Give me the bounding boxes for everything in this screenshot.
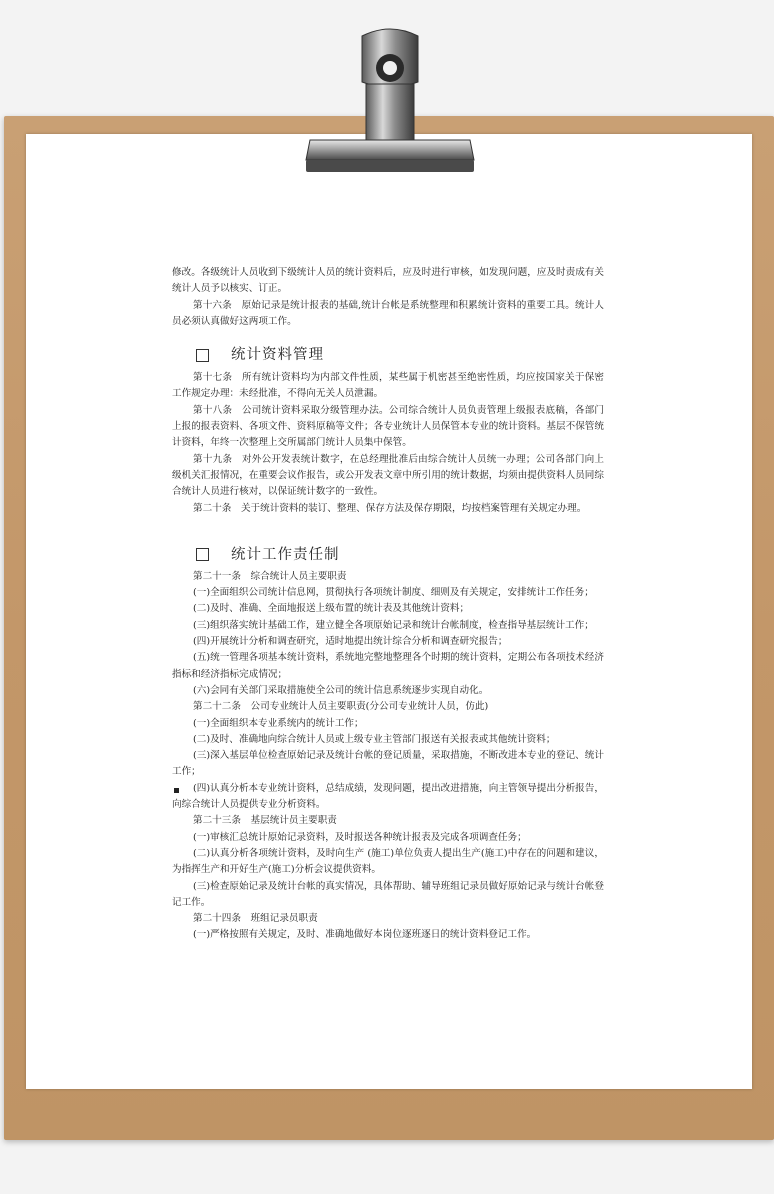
paragraph: 第二十条 关于统计资料的装订、整理、保存方法及保存期限，均按档案管理有关规定办理。: [193, 502, 587, 514]
paragraph: (三)深入基层单位检查原始记录及统计台帐的登记质量，采取措施，不断改进本专业的登记、统计工作；: [172, 750, 604, 778]
paragraph: 第十七条 所有统计资料均为内部文件性质，某些属于机密甚至绝密性质，均应按国家关于保密工作规定办理：未经批准，不得向无关人员泄漏。: [172, 372, 604, 400]
paragraph: (一)严格按照有关规定，及时、准确地做好本岗位逐班逐日的统计资料登记工作。: [193, 929, 537, 941]
paragraph: (三)检查原始记录及统计台帐的真实情况，具体帮助、辅导班组记录员做好原始记录与统计台帐登记工作。: [172, 880, 604, 908]
paragraph: (三)组织落实统计基础工作，建立健全各项原始记录和统计台帐制度，检查指导基层统计工作；: [193, 619, 594, 631]
paragraph: (二)及时、准确、全面地报送上级布置的统计表及其他统计资料；: [193, 603, 470, 615]
paragraph: (四)认真分析本专业统计资料，总结成绩，发现问题，提出改进措施，向主管领导提出分析报告，向综合统计人员提供专业分析资料。: [172, 782, 604, 811]
paragraph: (一)全面组织公司统计信息网，贯彻执行各项统计制度、细则及有关规定，安排统计工作任务；: [193, 587, 594, 599]
paragraph: (一)全面组织本专业系统内的统计工作；: [193, 717, 364, 729]
paragraph: 第十六条 原始记录是统计报表的基础,统计台帐是系统整理和积累统计资料的重要工具。统计人员必须认真做好这两项工作。: [172, 299, 604, 327]
paragraph: 第二十四条 班组记录员职责: [193, 913, 318, 925]
section-heading-text: 统计工作责任制: [231, 546, 340, 563]
paragraph: (四)开展统计分析和调查研究，适时地提出统计综合分析和调查研究报告；: [193, 636, 508, 648]
paragraph: (二)及时、准确地向综合统计人员或上级专业主管部门报送有关报表或其他统计资料；: [193, 733, 556, 745]
section-heading-text: 统计资料管理: [231, 347, 324, 364]
square-outline-icon: [196, 548, 209, 561]
paragraph: 第二十三条 基层统计员主要职责: [193, 815, 337, 827]
paragraph: 第二十一条 综合统计人员主要职责: [193, 570, 347, 582]
paragraph: (一)审核汇总统计原始记录资料，及时报送各种统计报表及完成各项调查任务；: [193, 831, 527, 843]
paragraph: 第二十二条 公司专业统计人员主要职责(分公司专业统计人员，仿此): [193, 701, 489, 713]
binder-clip-icon: [300, 22, 480, 182]
paragraph: 修改。各级统计人员收到下级统计人员的统计资料后，应及时进行审核，如发现问题，应及时责成有关统计人员予以核实、订正。: [172, 267, 604, 295]
document-body: [172, 265, 604, 944]
paragraph: (五)统一管理各项基本统计资料，系统地完整地整理各个时期的统计资料，定期公布各项技术经济指标和经济指标完成情况；: [172, 652, 604, 680]
paragraph: 第十八条 公司统计资料采取分级管理办法。公司综合统计人员负责管理上级报表底稿，各部门上报的报表资料、各项文件、资料原稿等文件；各专业统计人员保管本专业的统计资料。基层不保管统计资料，年终一次整理上交所属部门统计人员集中保管。: [172, 404, 604, 449]
square-outline-icon: [196, 349, 209, 362]
paragraph: (六)会同有关部门采取措施使全公司的统计信息系统逐步实现自动化。: [193, 684, 489, 696]
paragraph: (二)认真分析各项统计资料，及时向生产 (施工)单位负责人提出生产(施工)中存在的问题和建议，为指挥生产和开好生产(施工)分析会议提供资料。: [172, 847, 604, 876]
section-heading: [196, 545, 604, 565]
section-heading: [196, 345, 604, 365]
paragraph: 第十九条 对外公开发表统计数字，在总经理批准后由综合统计人员统一办理；公司各部门向上级机关汇报情况，在重要会议作报告，或公开发表文章中所引用的统计数据，均须由提供资料人员同综合统计人员进行核对，以保证统计数字的一致性。: [172, 453, 604, 498]
